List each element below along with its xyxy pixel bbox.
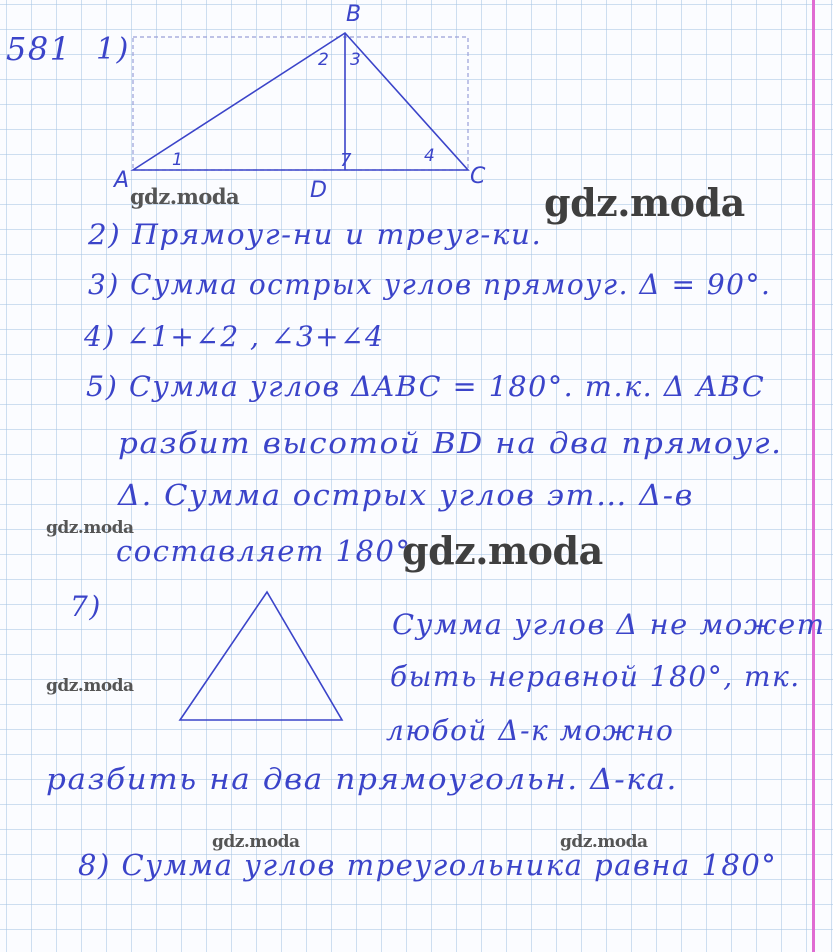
text-line-2: 2) Прямоуг-ни и треуг-ки. [88,218,543,251]
vertex-c-label: C [470,164,486,189]
angle-1-label: 1 [172,150,183,170]
text-line-8: составляет 180° [116,534,412,568]
vertex-b-label: B [346,2,362,27]
text-line-10: 8) Сумма углов треугольника равна 180° [78,848,778,882]
watermark-3: gdz.moda [46,518,134,538]
angle-2-label: 2 [318,50,329,70]
watermark-1: gdz.moda [130,184,240,209]
text-right-2: быть неравной 180°, тк. [390,660,801,693]
vertex-d-label: D [310,178,327,203]
watermark-7: gdz.moda [560,832,648,852]
right-angle-7-label: 7 [340,150,352,171]
watermark-2: gdz.moda [544,180,745,225]
watermark-6: gdz.moda [212,832,300,852]
text-line-6: разбит высотой BD на два прямоуг. [118,426,783,460]
angle-3-label: 3 [350,50,361,70]
text-right-3: любой Δ-к можно [386,714,675,747]
triangle-item-7 [180,592,342,720]
text-right-1: Сумма углов Δ не может [392,608,826,641]
vertex-a-label: A [114,168,130,193]
text-line-4: 4) ∠1+∠2 , ∠3+∠4 [84,320,385,353]
angle-4-label: 4 [424,146,435,166]
text-line-5: 5) Сумма углов ΔABC = 180°. т.к. Δ ABC [86,370,766,403]
problem-number: 581 [6,30,72,68]
item-7-marker: 7) [70,590,102,623]
watermark-4: gdz.moda [402,528,603,573]
text-line-3: 3) Сумма острых углов прямоуг. Δ = 90°. [88,268,772,301]
text-line-9: разбить на два прямоугольн. Δ-ка. [46,762,679,796]
text-line-7: Δ. Сумма острых углов эт… Δ-в [118,478,694,512]
watermark-5: gdz.moda [46,676,134,696]
item-1-marker: 1) [96,32,130,67]
